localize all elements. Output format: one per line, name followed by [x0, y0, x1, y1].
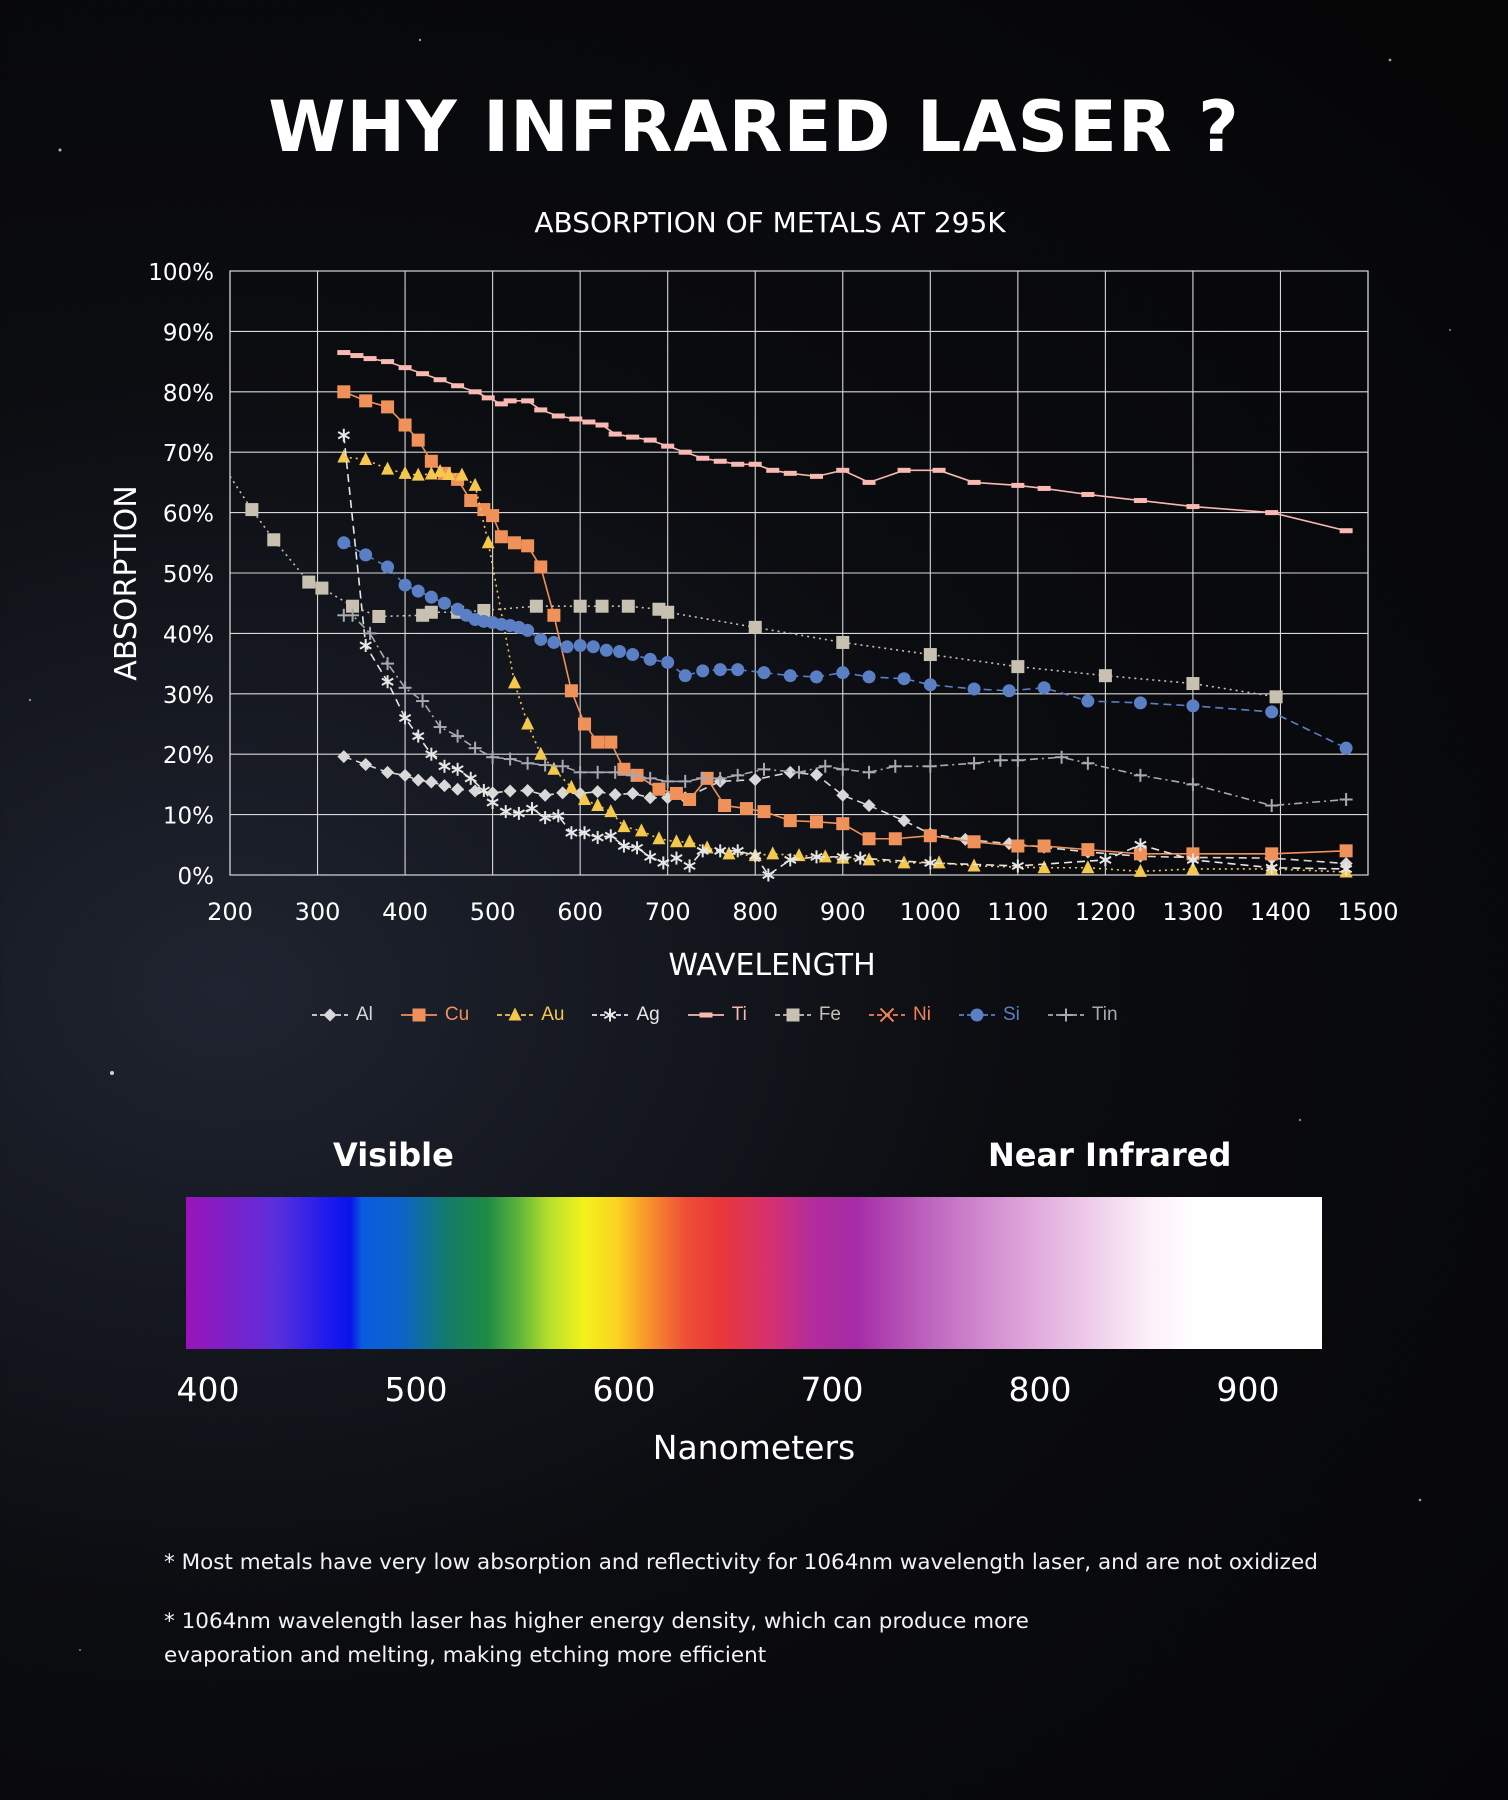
- data-point-tin: [889, 760, 902, 773]
- data-point-tin: [399, 681, 412, 694]
- data-point-si: [784, 669, 797, 682]
- data-point-ti: [381, 359, 394, 364]
- data-point-tin: [1340, 793, 1353, 806]
- data-point-al: [810, 768, 823, 781]
- data-point-ti: [626, 435, 639, 440]
- data-point-ag: [566, 826, 577, 839]
- x-tick-label: 1200: [1074, 898, 1136, 926]
- data-point-tin: [364, 627, 377, 640]
- legend-swatch-tin: [1046, 1005, 1086, 1025]
- data-point-ag: [452, 763, 463, 776]
- data-point-fe: [1099, 669, 1112, 682]
- data-point-tin: [1134, 769, 1147, 782]
- data-point-tin: [469, 742, 482, 755]
- visible-label: Visible: [333, 1136, 454, 1174]
- data-point-ti: [1340, 528, 1353, 533]
- data-point-fe: [530, 600, 543, 613]
- data-point-ti: [582, 420, 595, 425]
- data-point-si: [438, 597, 451, 610]
- legend-marker-cu: [412, 1009, 425, 1022]
- data-point-fe: [661, 606, 674, 619]
- data-point-fe: [622, 600, 635, 613]
- data-point-cu: [604, 736, 617, 749]
- data-point-si: [1186, 699, 1199, 712]
- data-point-cu: [757, 805, 770, 818]
- y-tick-label: 50%: [162, 562, 214, 588]
- nm-tick-500: 500: [384, 1370, 448, 1409]
- data-point-ti: [350, 353, 363, 358]
- data-point-tin: [416, 695, 429, 708]
- data-point-al: [539, 789, 552, 802]
- x-tick-label: 200: [207, 898, 253, 926]
- legend-swatch-au: [495, 1005, 535, 1025]
- data-point-ti: [434, 377, 447, 382]
- data-point-al: [359, 758, 372, 771]
- data-point-ag: [500, 805, 511, 818]
- data-point-ag: [413, 730, 424, 743]
- data-point-si: [679, 669, 692, 682]
- data-point-tin: [1265, 799, 1278, 812]
- data-point-ti: [337, 350, 350, 355]
- data-point-al: [504, 785, 517, 798]
- legend-marker-fe: [786, 1009, 799, 1022]
- legend-item-al: [310, 1004, 373, 1026]
- data-point-al: [591, 785, 604, 798]
- data-point-ti: [451, 383, 464, 388]
- data-point-au: [670, 834, 683, 847]
- data-point-ag: [487, 796, 498, 809]
- data-point-tin: [381, 657, 394, 670]
- data-point-al: [451, 783, 464, 796]
- x-tick-label: 500: [469, 898, 516, 926]
- data-point-ti: [1265, 510, 1278, 515]
- data-point-al: [626, 787, 639, 800]
- data-point-cu: [464, 494, 477, 507]
- data-point-fe: [574, 600, 587, 613]
- x-tick-label: 1400: [1249, 898, 1312, 926]
- data-point-cu: [521, 539, 534, 552]
- data-point-al: [425, 775, 438, 788]
- data-point-si: [412, 585, 425, 598]
- data-point-cu: [889, 832, 902, 845]
- data-point-ti: [534, 407, 547, 412]
- data-point-si: [574, 639, 587, 652]
- data-point-ti: [696, 456, 709, 461]
- data-point-ti: [399, 365, 412, 370]
- series-ag: [338, 429, 1352, 882]
- data-point-fe: [749, 621, 762, 634]
- data-point-fe: [245, 503, 258, 516]
- data-point-si: [836, 666, 849, 679]
- data-point-si: [968, 682, 981, 695]
- data-point-au: [604, 804, 617, 817]
- data-point-ag: [1100, 853, 1111, 866]
- y-axis-label: ABSORPTION: [109, 485, 144, 681]
- legend-label: Ni: [913, 1004, 931, 1025]
- footnote-1: * Most metals have very low absorption and reflectivity for 1064nm wavelength laser, and are not oxidized: [164, 1550, 1318, 1575]
- y-tick-label: 100%: [148, 260, 214, 286]
- x-tick-label: 700: [644, 898, 691, 926]
- data-point-si: [613, 645, 626, 658]
- data-point-cu: [670, 787, 683, 800]
- data-point-tin: [836, 763, 849, 776]
- data-point-ti: [521, 398, 534, 403]
- data-point-au: [381, 462, 394, 475]
- data-point-cu: [359, 394, 372, 407]
- legend-marker-ag: [605, 1009, 616, 1022]
- data-point-si: [534, 633, 547, 646]
- x-tick-label: 1500: [1337, 898, 1399, 926]
- data-point-ag: [684, 859, 695, 872]
- data-point-cu: [508, 536, 521, 549]
- y-tick-label: 40%: [162, 622, 214, 649]
- data-point-ti: [810, 474, 823, 479]
- legend-item-tin: [1046, 1004, 1118, 1026]
- legend-label: Ag: [636, 1004, 660, 1025]
- data-point-au: [399, 466, 412, 479]
- data-point-cu: [968, 835, 981, 848]
- data-point-ti: [863, 480, 876, 485]
- data-point-al: [863, 799, 876, 812]
- data-point-cu: [337, 385, 350, 398]
- data-point-fe: [1270, 690, 1283, 703]
- legend-label: Fe: [818, 1004, 842, 1025]
- data-point-al: [898, 814, 911, 827]
- data-point-ti: [714, 459, 727, 464]
- data-point-ti: [766, 468, 779, 473]
- nm-tick-900: 900: [1216, 1370, 1280, 1409]
- legend-swatch-ti: [686, 1005, 726, 1025]
- data-point-ti: [1011, 483, 1024, 488]
- legend-swatch-ag: [590, 1005, 630, 1025]
- data-point-cu: [565, 684, 578, 697]
- data-point-al: [609, 788, 622, 801]
- x-tick-label: 400: [382, 898, 428, 926]
- data-point-tin: [1186, 778, 1199, 791]
- data-point-si: [425, 591, 438, 604]
- nm-tick-400: 400: [176, 1370, 240, 1409]
- data-point-si: [1081, 695, 1094, 708]
- y-tick-label: 70%: [162, 441, 214, 468]
- x-tick-label: 1100: [987, 898, 1049, 926]
- x-tick-label: 1300: [1162, 898, 1224, 926]
- data-point-cu: [425, 455, 438, 468]
- data-point-cu: [578, 718, 591, 731]
- data-point-ti: [609, 432, 622, 437]
- data-point-tin: [591, 766, 604, 779]
- data-point-ag: [439, 760, 450, 773]
- data-point-si: [924, 678, 937, 691]
- data-point-au: [337, 450, 350, 463]
- data-point-cu: [547, 609, 560, 622]
- data-point-au: [591, 798, 604, 811]
- data-point-au: [469, 478, 482, 491]
- data-point-si: [600, 644, 613, 657]
- data-point-ti: [784, 471, 797, 476]
- x-tick-label: 1000: [899, 898, 961, 926]
- x-tick-label: 800: [732, 898, 779, 926]
- legend-marker-au: [509, 1008, 522, 1021]
- legend-item-cu: [399, 1004, 469, 1026]
- data-point-cu: [652, 783, 665, 796]
- data-point-cu: [740, 802, 753, 815]
- data-point-tin: [486, 751, 499, 764]
- legend-label: Au: [541, 1004, 565, 1025]
- legend-item-ag: [590, 1004, 659, 1026]
- data-point-ti: [1134, 498, 1147, 503]
- data-point-tin: [994, 754, 1007, 767]
- data-point-fe: [302, 576, 315, 589]
- legend-item-fe: [773, 1004, 841, 1026]
- data-point-si: [863, 670, 876, 683]
- data-point-al: [381, 766, 394, 779]
- data-point-tin: [968, 757, 981, 770]
- legend-marker-ni: [881, 1009, 894, 1022]
- data-point-si: [561, 640, 574, 653]
- data-point-tin: [1081, 757, 1094, 770]
- data-point-al: [521, 784, 534, 797]
- data-point-tin: [434, 721, 447, 734]
- data-point-ag: [526, 802, 537, 815]
- data-point-cu: [718, 799, 731, 812]
- data-point-si: [626, 648, 639, 661]
- legend-swatch-si: [957, 1005, 997, 1025]
- data-point-cu: [381, 400, 394, 413]
- legend-marker-al: [324, 1009, 337, 1022]
- data-point-cu: [784, 814, 797, 827]
- data-point-si: [696, 664, 709, 677]
- data-point-au: [359, 452, 372, 465]
- data-point-fe: [267, 533, 280, 546]
- footnote-2-line-1: * 1064nm wavelength laser has higher energy density, which can produce more: [164, 1609, 1029, 1634]
- data-point-ti: [569, 416, 582, 421]
- x-tick-label: 300: [294, 898, 341, 926]
- data-point-ti: [933, 468, 946, 473]
- data-point-fe: [1186, 677, 1199, 690]
- data-point-tin: [1011, 754, 1024, 767]
- data-point-al: [337, 750, 350, 763]
- data-point-tin: [924, 760, 937, 773]
- legend-item-ni: [867, 1004, 931, 1026]
- y-tick-label: 0%: [177, 864, 214, 890]
- y-tick-label: 10%: [162, 803, 214, 830]
- data-point-si: [1134, 696, 1147, 709]
- data-point-fe: [425, 606, 438, 619]
- data-point-au: [508, 675, 521, 688]
- data-point-al: [399, 769, 412, 782]
- data-point-au: [766, 846, 779, 859]
- x-axis-label: WAVELENGTH: [668, 948, 876, 983]
- data-point-si: [731, 663, 744, 676]
- series-line-ti: [344, 353, 1346, 531]
- data-point-au: [617, 819, 630, 832]
- data-point-si: [1265, 705, 1278, 718]
- data-point-si: [757, 666, 770, 679]
- data-point-tin: [757, 763, 770, 776]
- data-point-cu: [810, 815, 823, 828]
- data-point-fe: [315, 582, 328, 595]
- data-point-cu: [486, 509, 499, 522]
- data-point-al: [438, 779, 451, 792]
- data-point-au: [1038, 860, 1051, 873]
- y-tick-label: 90%: [162, 320, 214, 347]
- legend-marker-ti: [699, 1013, 712, 1018]
- x-tick-label: 600: [557, 898, 604, 926]
- near-infrared-label: Near Infrared: [988, 1136, 1232, 1174]
- series-al: [337, 750, 1352, 870]
- data-point-cu: [1081, 843, 1094, 856]
- data-point-si: [521, 624, 534, 637]
- data-point-fe: [1011, 660, 1024, 673]
- data-point-ti: [416, 371, 429, 376]
- data-point-ti: [504, 398, 517, 403]
- data-point-tin: [819, 760, 832, 773]
- data-point-tin: [521, 757, 534, 770]
- legend-marker-si: [970, 1009, 983, 1022]
- data-point-si: [644, 653, 657, 666]
- data-point-ti: [364, 356, 377, 361]
- data-point-ti: [644, 438, 657, 443]
- data-point-ti: [679, 450, 692, 455]
- data-point-si: [359, 548, 372, 561]
- data-point-ti: [469, 389, 482, 394]
- data-point-cu: [1265, 847, 1278, 860]
- data-point-cu: [534, 560, 547, 573]
- data-point-tin: [679, 775, 692, 788]
- legend-item-si: [957, 1004, 1020, 1026]
- data-point-si: [810, 670, 823, 683]
- data-point-au: [547, 762, 560, 775]
- y-tick-label: 80%: [162, 380, 214, 407]
- data-point-si: [547, 636, 560, 649]
- data-point-si: [1003, 684, 1016, 697]
- data-point-cu: [1011, 840, 1024, 853]
- x-tick-label: 900: [819, 898, 866, 926]
- data-point-ag: [360, 639, 371, 652]
- data-point-si: [337, 536, 350, 549]
- data-point-ti: [898, 468, 911, 473]
- footnote-2-line-2: evaporation and melting, making etching more efficient: [164, 1643, 767, 1668]
- data-point-tin: [539, 759, 552, 772]
- data-point-tin: [451, 730, 464, 743]
- series-line-ag: [344, 435, 1346, 875]
- nm-tick-700: 700: [800, 1370, 864, 1409]
- legend-label: Al: [356, 1004, 373, 1025]
- light-spectrum-bar: [186, 1197, 1322, 1349]
- legend-label: Ti: [731, 1004, 747, 1025]
- data-point-ti: [552, 413, 565, 418]
- data-point-tin: [1055, 751, 1068, 764]
- legend-item-ti: [686, 1004, 747, 1026]
- data-point-ag: [645, 850, 656, 863]
- data-point-si: [714, 663, 727, 676]
- data-point-si: [381, 560, 394, 573]
- data-point-ti: [968, 480, 981, 485]
- data-point-al: [412, 774, 425, 787]
- data-point-fe: [924, 648, 937, 661]
- data-point-cu: [836, 817, 849, 830]
- data-point-tin: [863, 766, 876, 779]
- data-point-cu: [683, 793, 696, 806]
- legend-marker-tin: [1059, 1009, 1072, 1022]
- data-point-ti: [482, 395, 495, 400]
- nm-tick-800: 800: [1008, 1370, 1072, 1409]
- data-point-si: [1340, 742, 1353, 755]
- data-point-ti: [1081, 492, 1094, 497]
- legend-label: Si: [1002, 1004, 1020, 1025]
- page-title: WHY INFRARED LASER ?: [268, 86, 1240, 168]
- data-point-al: [469, 785, 482, 798]
- data-point-ti: [1038, 486, 1051, 491]
- legend-swatch-fe: [773, 1005, 813, 1025]
- data-point-si: [898, 672, 911, 685]
- data-point-si: [661, 656, 674, 669]
- data-point-fe: [596, 600, 609, 613]
- data-point-ti: [836, 468, 849, 473]
- y-tick-label: 60%: [162, 501, 214, 528]
- data-point-ag: [382, 675, 393, 688]
- legend-item-au: [495, 1004, 564, 1026]
- y-tick-label: 30%: [162, 682, 214, 709]
- data-point-au: [521, 717, 534, 730]
- absorption-chart: [100, 250, 1420, 1000]
- legend-swatch-cu: [399, 1005, 439, 1025]
- data-point-cu: [399, 419, 412, 432]
- chart-title: ABSORPTION OF METALS AT 295K: [534, 206, 1006, 239]
- data-point-cu: [863, 832, 876, 845]
- data-point-ti: [661, 444, 674, 449]
- data-point-ti: [731, 462, 744, 467]
- chart-legend: [310, 1004, 1144, 1026]
- data-point-au: [652, 831, 665, 844]
- data-point-tin: [793, 766, 806, 779]
- data-point-cu: [924, 829, 937, 842]
- data-point-ti: [596, 423, 609, 428]
- data-point-ag: [338, 429, 349, 442]
- data-point-cu: [591, 736, 604, 749]
- data-point-si: [1038, 681, 1051, 694]
- legend-label: Tin: [1091, 1004, 1118, 1025]
- data-point-al: [749, 773, 762, 786]
- legend-label: Cu: [444, 1004, 470, 1025]
- nanometers-label: Nanometers: [652, 1428, 856, 1467]
- legend-swatch-al: [310, 1005, 350, 1025]
- nm-tick-600: 600: [592, 1370, 656, 1409]
- data-point-si: [399, 579, 412, 592]
- y-tick-label: 20%: [162, 743, 214, 770]
- data-point-au: [683, 834, 696, 847]
- data-point-fe: [372, 610, 385, 623]
- data-point-ag: [671, 852, 682, 865]
- data-point-cu: [412, 434, 425, 447]
- legend-swatch-ni: [867, 1005, 907, 1025]
- data-point-cu: [495, 530, 508, 543]
- data-point-ti: [749, 462, 762, 467]
- data-point-cu: [1038, 840, 1051, 853]
- data-point-tin: [574, 766, 587, 779]
- data-point-au: [565, 780, 578, 793]
- data-point-si: [587, 640, 600, 653]
- data-point-cu: [1340, 844, 1353, 857]
- data-point-ag: [592, 831, 603, 844]
- data-point-ti: [1186, 504, 1199, 509]
- data-point-fe: [836, 636, 849, 649]
- data-point-au: [534, 747, 547, 760]
